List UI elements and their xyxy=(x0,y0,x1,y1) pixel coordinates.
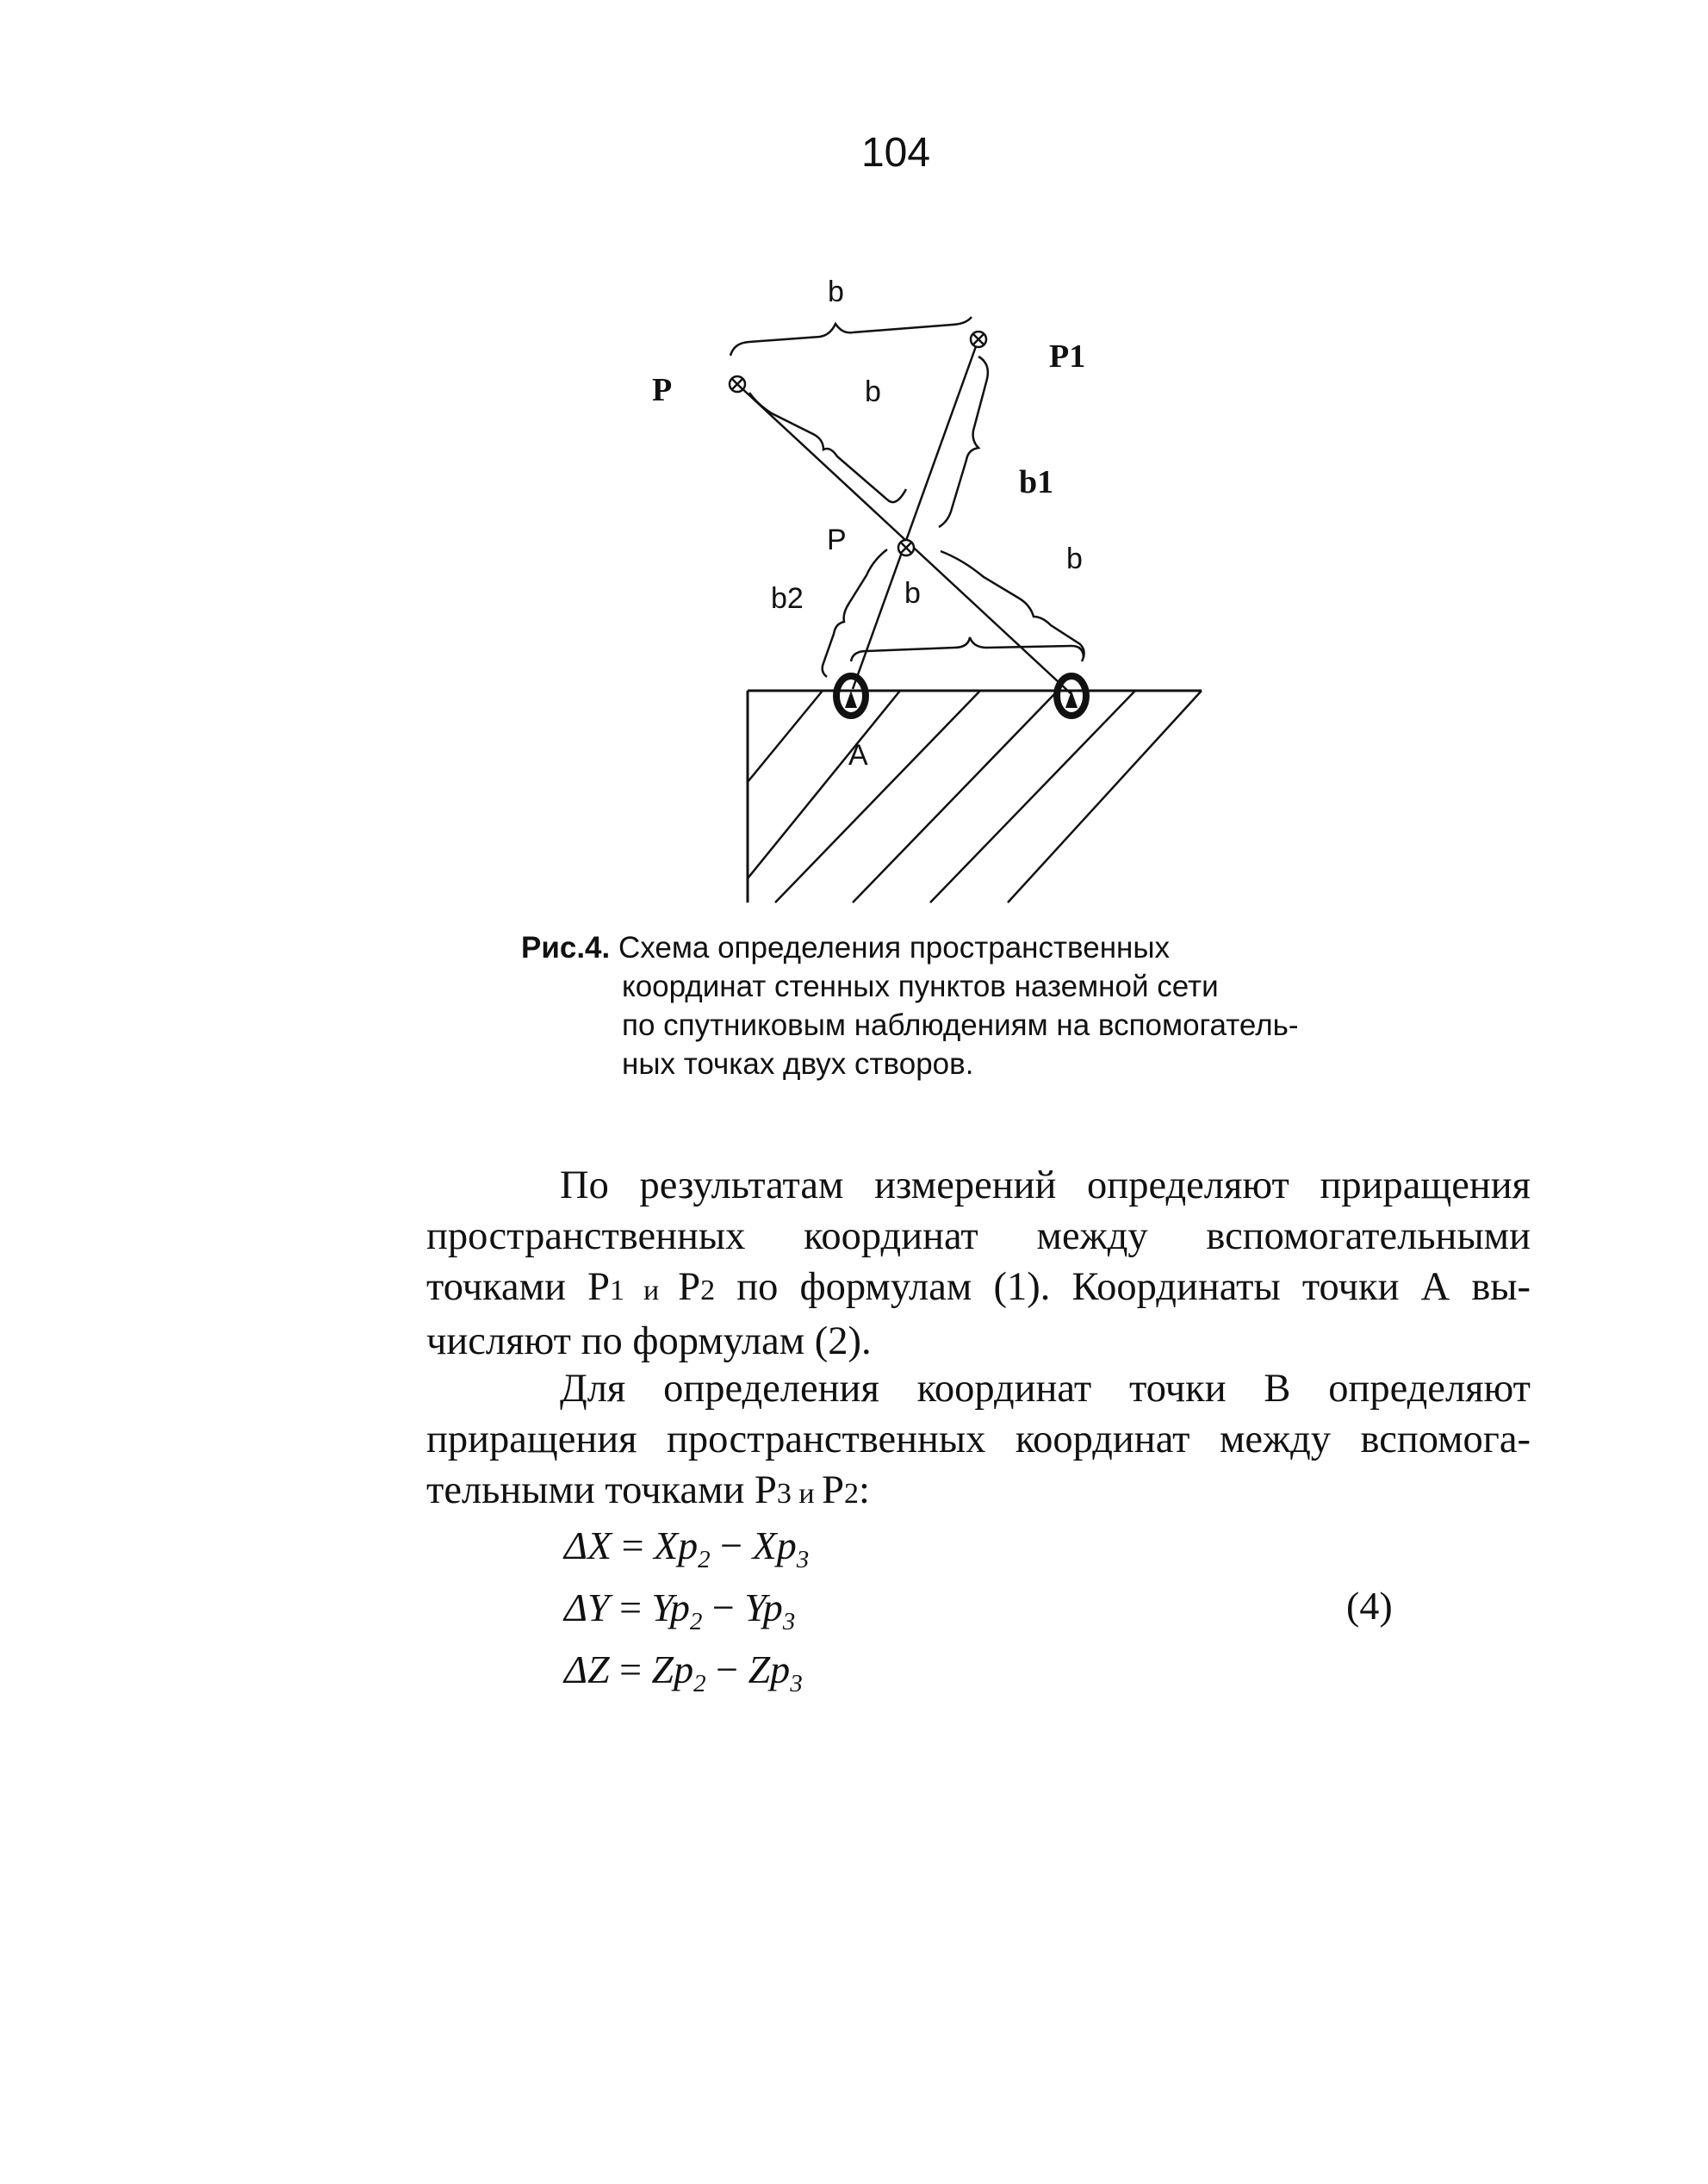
text-run: : xyxy=(858,1468,870,1512)
caption-line-3: по спутниковым наблюдениям на вспомогатель- xyxy=(622,1008,1299,1042)
caption-prefix: Рис.4. xyxy=(521,931,611,965)
label-p: P xyxy=(652,372,673,408)
subscript: 2 xyxy=(700,1275,716,1306)
conjunction: и xyxy=(791,1478,823,1510)
label-b2: b2 xyxy=(771,582,804,615)
conjunction: и xyxy=(624,1275,679,1306)
formula-dy: $\Delta Y = Yp_2 - Yp_3$ xyxy=(564,1585,796,1635)
page-number: 104 xyxy=(860,130,931,176)
caption-line-4: ных точках двух створов. xyxy=(622,1047,974,1081)
text-run: P xyxy=(822,1468,844,1512)
body-paragraph-2 xyxy=(426,1363,1531,1519)
figure-caption xyxy=(521,928,1425,1083)
figure-scheme xyxy=(637,258,1258,930)
label-p1: P1 xyxy=(1049,338,1086,375)
subscript: 1 xyxy=(609,1275,624,1306)
paragraph-line: числяют по формулам (2). xyxy=(426,1319,872,1363)
equation-number: (4) xyxy=(1346,1584,1393,1628)
text-run: P xyxy=(678,1265,701,1309)
paragraph-line xyxy=(426,1465,1531,1519)
paragraph-line: пространственных координат между вспомогательными xyxy=(426,1214,1531,1258)
text-run: по формулам (1). Координаты точки А вы- xyxy=(715,1265,1531,1309)
brace-b-diag xyxy=(749,393,906,502)
brace-b2 xyxy=(823,549,887,677)
label-p-mid: P xyxy=(827,524,847,556)
label-b-right: b xyxy=(1066,543,1083,575)
text-run: точками P xyxy=(426,1265,610,1309)
point-p1 xyxy=(971,332,986,347)
brace-b-top xyxy=(730,317,972,356)
label-a: A xyxy=(848,739,868,772)
label-b-top: b xyxy=(828,276,844,308)
body-paragraph-1 xyxy=(426,1160,1531,1367)
subscript: 2 xyxy=(843,1478,859,1510)
paragraph-line: По результатам измерений определяют приращения xyxy=(560,1163,1531,1207)
caption-line-1 xyxy=(521,928,1425,967)
point-p-mid xyxy=(898,540,914,555)
subscript: 3 xyxy=(776,1478,792,1510)
text-run: тельными точками P xyxy=(426,1468,777,1512)
formula-dx: $\Delta X = Xp_2 - Xp_3$ xyxy=(564,1523,810,1573)
wall-mark-a xyxy=(836,676,866,716)
point-p xyxy=(730,376,745,392)
paragraph-line: Для определения координат точки В определяют xyxy=(560,1367,1531,1411)
label-b-mid: b xyxy=(904,577,921,610)
label-b-diag: b xyxy=(865,375,881,408)
aux-points xyxy=(730,332,986,555)
wall-mark-b xyxy=(1057,676,1086,716)
label-b1: b1 xyxy=(1019,464,1054,500)
brace-b-right xyxy=(941,551,1084,661)
caption-text-1: Схема определения пространственных xyxy=(610,931,1171,965)
wall-hatching xyxy=(748,691,1202,903)
formula-dz: $\Delta Z = Zp_2 - Zp_3$ xyxy=(564,1647,803,1697)
paragraph-line xyxy=(426,1262,1531,1316)
caption-line-2: координат стенных пунктов наземной сети xyxy=(622,970,1219,1003)
scheme-diagram xyxy=(637,258,1258,930)
brace-b-bottom xyxy=(851,637,1084,661)
survey-lines xyxy=(737,339,1071,694)
paragraph-line: приращения пространственных координат между вспомога- xyxy=(426,1418,1531,1461)
